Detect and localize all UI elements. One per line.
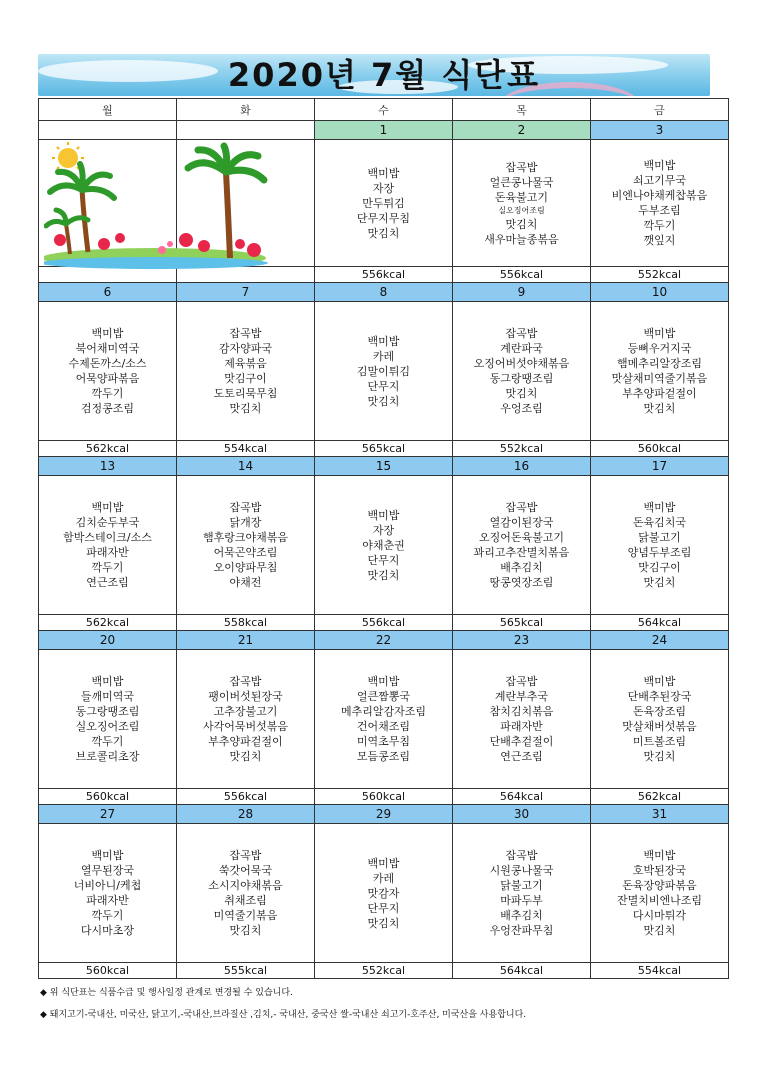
- menu-item: 어묵양파볶음: [75, 372, 140, 385]
- palm-tree-small-icon: [46, 210, 88, 254]
- date-row: [39, 121, 729, 140]
- menu-item: 수제돈까스/소스: [68, 357, 147, 370]
- menu-item: 쇠고기무국: [632, 174, 687, 187]
- menu-item: 계란파국: [500, 342, 543, 355]
- date-cell: 2: [453, 121, 591, 140]
- menu-item: 얼큰짬뽕국: [356, 690, 411, 703]
- menu-item: 맛살채버섯볶음: [622, 720, 697, 733]
- menu-item: 오이양파무침: [213, 561, 278, 574]
- menu-item: 오징어버섯야채볶음: [473, 357, 570, 370]
- menu-cell: [591, 824, 729, 963]
- menu-cell: [315, 824, 453, 963]
- sun-icon: [58, 148, 78, 168]
- menu-item: 백미밥: [643, 159, 676, 172]
- menu-item: 너비아니/케첩: [73, 879, 142, 892]
- menu-item: 잔멸치비엔나조림: [616, 894, 702, 907]
- kcal-cell: 564kcal: [591, 615, 729, 631]
- menu-cell: [591, 140, 729, 267]
- menu-item: 두부조림: [638, 204, 681, 217]
- menu-item: 만두튀김: [362, 196, 405, 210]
- menu-item: 깍두기: [643, 219, 676, 232]
- weekday-thursday: 목: [453, 99, 591, 121]
- menu-item: 닭개장: [229, 516, 262, 529]
- menu-row: [39, 650, 729, 789]
- menu-item: 쑥갓어묵국: [218, 864, 273, 877]
- date-cell: 16: [453, 457, 591, 476]
- menu-item: 백미밥: [643, 675, 676, 688]
- date-row: [39, 457, 729, 476]
- menu-item: 카레: [372, 349, 395, 363]
- menu-item: 잡곡밥: [229, 675, 262, 688]
- menu-item: 함박스테이크/소스: [63, 531, 152, 544]
- menu-cell: [39, 302, 177, 441]
- date-cell: 21: [177, 631, 315, 650]
- menu-item: 배추김치: [500, 561, 543, 574]
- menu-row: [39, 476, 729, 615]
- menu-item: 햄후랑크야채볶음: [202, 531, 288, 544]
- date-cell: 17: [591, 457, 729, 476]
- menu-item: 자장: [372, 523, 395, 537]
- kcal-cell: 552kcal: [453, 441, 591, 457]
- kcal-cell: 552kcal: [315, 963, 453, 979]
- menu-item: 닭불고기: [638, 531, 681, 544]
- menu-item: 백미밥: [643, 849, 676, 862]
- date-row: [39, 805, 729, 824]
- menu-item: 백미밥: [367, 166, 400, 180]
- kcal-row: [39, 963, 729, 979]
- menu-cell: [39, 824, 177, 963]
- menu-item: 맛김구이: [224, 372, 267, 385]
- menu-item: 백미밥: [367, 856, 400, 870]
- menu-item: 들깨미역국: [80, 690, 135, 703]
- menu-item: 브로콜리초장: [75, 750, 140, 763]
- menu-item: 배추김치: [500, 909, 543, 922]
- menu-cell: [453, 302, 591, 441]
- menu-item: 깍두기: [91, 561, 124, 574]
- date-cell: 30: [453, 805, 591, 824]
- menu-row: [39, 824, 729, 963]
- menu-item: 백미밥: [643, 501, 676, 514]
- menu-item: 단배추겉절이: [489, 735, 554, 748]
- menu-item: 연근조림: [86, 576, 129, 589]
- kcal-cell: 556kcal: [453, 267, 591, 283]
- kcal-cell: 554kcal: [177, 441, 315, 457]
- weekday-friday: 금: [591, 99, 729, 121]
- menu-item: 맛김치: [505, 217, 538, 231]
- menu-cell: [39, 476, 177, 615]
- menu-item: 도토리묵무침: [213, 387, 278, 400]
- kcal-cell: 558kcal: [177, 615, 315, 631]
- menu-item: 잡곡밥: [505, 160, 538, 174]
- menu-cell: [591, 302, 729, 441]
- menu-item: 고추장불고기: [213, 705, 278, 718]
- menu-item: 잡곡밥: [505, 849, 538, 862]
- menu-item: 돈육장조림: [632, 705, 687, 718]
- menu-item: 잡곡밥: [505, 675, 538, 688]
- menu-cell: [177, 476, 315, 615]
- menu-item: 파래자반: [500, 720, 543, 733]
- page-title: 2020년 7월 식단표: [227, 56, 541, 94]
- date-cell: [177, 121, 315, 140]
- menu-cell: [177, 650, 315, 789]
- menu-item: 돈육김치국: [632, 516, 687, 529]
- menu-item: 자장: [372, 181, 395, 195]
- menu-item: 깻잎지: [643, 234, 676, 247]
- date-cell: 6: [39, 283, 177, 302]
- menu-item: 잡곡밥: [505, 327, 538, 340]
- menu-cell: [453, 650, 591, 789]
- kcal-cell: 555kcal: [177, 963, 315, 979]
- menu-item: 땅콩엿장조림: [489, 576, 554, 589]
- menu-item: 새우마늘종볶음: [484, 232, 559, 246]
- menu-item: 실오징어조림: [75, 720, 140, 733]
- kcal-cell: 562kcal: [39, 441, 177, 457]
- date-cell: 15: [315, 457, 453, 476]
- menu-cell: [453, 140, 591, 267]
- menu-item: 단무지: [367, 901, 400, 915]
- menu-item: 맛김치: [367, 568, 400, 582]
- menu-item: 제육볶음: [224, 357, 267, 370]
- menu-item: 비엔나야채케찹볶음: [611, 189, 708, 202]
- kcal-cell: 560kcal: [591, 441, 729, 457]
- menu-item: 맛김치: [229, 750, 262, 763]
- menu-item: 시원콩나물국: [489, 864, 554, 877]
- menu-item: 단배추된장국: [627, 690, 692, 703]
- date-cell: 10: [591, 283, 729, 302]
- menu-item: 깍두기: [91, 909, 124, 922]
- menu-item: 부추양파겉절이: [208, 735, 283, 748]
- kcal-cell: 562kcal: [39, 615, 177, 631]
- menu-item: 잡곡밥: [229, 501, 262, 514]
- menu-item: 맛살채미역줄기볶음: [611, 372, 708, 385]
- menu-item: 백미밥: [91, 501, 124, 514]
- menu-item: 미트볼조림: [632, 735, 687, 748]
- beach-illustration: [44, 140, 272, 272]
- menu-cell: [453, 824, 591, 963]
- menu-item: 잡곡밥: [229, 849, 262, 862]
- menu-item: 맛김치: [643, 402, 676, 415]
- weekday-tuesday: 화: [177, 99, 315, 121]
- menu-item: 백미밥: [91, 675, 124, 688]
- menu-item: 야채춘권: [362, 538, 405, 552]
- kcal-cell: 552kcal: [591, 267, 729, 283]
- menu-item: 우엉조림: [500, 402, 543, 415]
- date-row: [39, 631, 729, 650]
- menu-item: 취채조림: [224, 894, 267, 907]
- menu-item: 참치김치볶음: [489, 705, 554, 718]
- kcal-cell: 564kcal: [453, 789, 591, 805]
- menu-item: 사각어묵버섯볶음: [202, 720, 288, 733]
- menu-row: [39, 302, 729, 441]
- menu-cell: [315, 302, 453, 441]
- date-cell: 14: [177, 457, 315, 476]
- menu-item: 맛김치: [643, 924, 676, 937]
- date-cell: 24: [591, 631, 729, 650]
- date-cell: 13: [39, 457, 177, 476]
- menu-item: 호박된장국: [632, 864, 687, 877]
- menu-item: 건어채조림: [356, 720, 411, 733]
- menu-item: 맛감자: [367, 886, 400, 900]
- date-cell: 29: [315, 805, 453, 824]
- menu-item: 파래자반: [86, 546, 129, 559]
- menu-item: 파래자반: [86, 894, 129, 907]
- note-origin-notice: ◆ 돼지고기-국내산, 미국산, 닭고기,-국내산,브라질산 ,김치,- 국내산, 중국산 쌀-국내산 쇠고기-호주산, 미국산을 사용합니다.: [40, 1010, 527, 1020]
- menu-item: 마파두부: [500, 894, 543, 907]
- kcal-cell: 556kcal: [177, 789, 315, 805]
- kcal-cell: 564kcal: [453, 963, 591, 979]
- menu-item: 다시마초장: [80, 924, 135, 937]
- menu-item: 꽈리고추잔멸치볶음: [473, 546, 570, 559]
- menu-item: 백미밥: [91, 327, 124, 340]
- menu-item: 실오징어조림: [498, 205, 545, 215]
- menu-item: 잡곡밥: [229, 327, 262, 340]
- notes: [40, 982, 740, 1026]
- menu-item: 메추리알감자조림: [340, 705, 426, 718]
- menu-item: 소시지야채볶음: [208, 879, 283, 892]
- kcal-row: [39, 789, 729, 805]
- menu-item: 다시마튀각: [632, 909, 687, 922]
- date-cell: 22: [315, 631, 453, 650]
- menu-item: 맛김치: [367, 916, 400, 930]
- menu-item: 미역줄기볶음: [213, 909, 278, 922]
- menu-item: 카레: [372, 871, 395, 885]
- menu-item: 단무지무침: [356, 211, 411, 225]
- date-cell: 3: [591, 121, 729, 140]
- menu-item: 맛김치: [505, 387, 538, 400]
- menu-item: 단무지: [367, 553, 400, 567]
- menu-item: 열감이된장국: [489, 516, 554, 529]
- menu-item: 깍두기: [91, 387, 124, 400]
- menu-cell: [177, 302, 315, 441]
- kcal-cell: 560kcal: [315, 789, 453, 805]
- menu-item: 연근조림: [500, 750, 543, 763]
- menu-item: 얼큰콩나물국: [489, 175, 554, 189]
- menu-item: 계란부추국: [494, 690, 549, 703]
- menu-item: 맛김구이: [638, 561, 681, 574]
- weekday-monday: 월: [39, 99, 177, 121]
- menu-item: 돈육불고기: [494, 190, 549, 204]
- kcal-cell: 565kcal: [453, 615, 591, 631]
- kcal-cell: 560kcal: [39, 963, 177, 979]
- date-cell: 31: [591, 805, 729, 824]
- menu-item: 맛김치: [643, 576, 676, 589]
- menu-item: 맛김치: [229, 924, 262, 937]
- kcal-cell: 565kcal: [315, 441, 453, 457]
- kcal-cell: 562kcal: [591, 789, 729, 805]
- menu-cell: [315, 650, 453, 789]
- menu-item: 동그랑땡조림: [489, 372, 554, 385]
- menu-item: 잡곡밥: [505, 501, 538, 514]
- date-cell: 20: [39, 631, 177, 650]
- menu-item: 미역초무침: [356, 735, 411, 748]
- menu-cell: [177, 824, 315, 963]
- menu-item: 오징어돈육불고기: [478, 531, 564, 544]
- kcal-row: [39, 441, 729, 457]
- note-change-notice: ◆ 위 식단표는 식품수급 및 행사일정 관계로 변경될 수 있습니다.: [40, 988, 293, 998]
- menu-item: 단무지: [367, 379, 400, 393]
- date-cell: 9: [453, 283, 591, 302]
- kcal-row: [39, 615, 729, 631]
- date-cell: 8: [315, 283, 453, 302]
- kcal-cell: 556kcal: [315, 615, 453, 631]
- weekday-header-row: [39, 99, 729, 121]
- menu-item: 돈육장양파볶음: [622, 879, 697, 892]
- menu-cell: [315, 140, 453, 267]
- date-cell: [39, 121, 177, 140]
- menu-item: 감자양파국: [218, 342, 273, 355]
- menu-item: 닭불고기: [500, 879, 543, 892]
- menu-item: 맛김치: [643, 750, 676, 763]
- menu-item: 백미밥: [367, 675, 400, 688]
- date-cell: 1: [315, 121, 453, 140]
- menu-item: 양념두부조림: [627, 546, 692, 559]
- menu-item: 팽이버섯된장국: [208, 690, 283, 703]
- menu-item: 맛김치: [229, 402, 262, 415]
- menu-item: 백미밥: [91, 849, 124, 862]
- menu-cell: [315, 476, 453, 615]
- menu-item: 맛김치: [367, 226, 400, 240]
- menu-item: 야채전: [229, 576, 262, 589]
- menu-item: 우엉잔파무침: [489, 924, 554, 937]
- menu-item: 검정콩조림: [80, 402, 135, 415]
- menu-item: 등뼈우거지국: [627, 342, 692, 355]
- date-cell: 7: [177, 283, 315, 302]
- menu-item: 맛김치: [367, 394, 400, 408]
- menu-item: 김치순두부국: [75, 516, 140, 529]
- menu-cell: [39, 650, 177, 789]
- kcal-cell: 556kcal: [315, 267, 453, 283]
- date-cell: 28: [177, 805, 315, 824]
- menu-item: 백미밥: [367, 334, 400, 348]
- kcal-cell: 554kcal: [591, 963, 729, 979]
- menu-item: 북어채미역국: [75, 342, 140, 355]
- menu-item: 동그랑땡조림: [75, 705, 140, 718]
- menu-cell: [453, 476, 591, 615]
- menu-item: 모듬콩조림: [356, 750, 411, 763]
- date-cell: 27: [39, 805, 177, 824]
- weekday-wednesday: 수: [315, 99, 453, 121]
- menu-item: 열무된장국: [80, 864, 135, 877]
- menu-item: 햄메추리알장조림: [616, 357, 702, 370]
- menu-cell: [591, 476, 729, 615]
- menu-item: 깍두기: [91, 735, 124, 748]
- palm-tree-right-icon: [188, 146, 264, 258]
- menu-item: 백미밥: [367, 508, 400, 522]
- date-cell: 23: [453, 631, 591, 650]
- menu-item: 어묵곤약조림: [213, 546, 278, 559]
- menu-cell: [591, 650, 729, 789]
- menu-item: 부추양파겉절이: [622, 387, 697, 400]
- date-row: [39, 283, 729, 302]
- menu-item: 백미밥: [643, 327, 676, 340]
- kcal-cell: 560kcal: [39, 789, 177, 805]
- menu-item: 김말이튀김: [356, 364, 411, 378]
